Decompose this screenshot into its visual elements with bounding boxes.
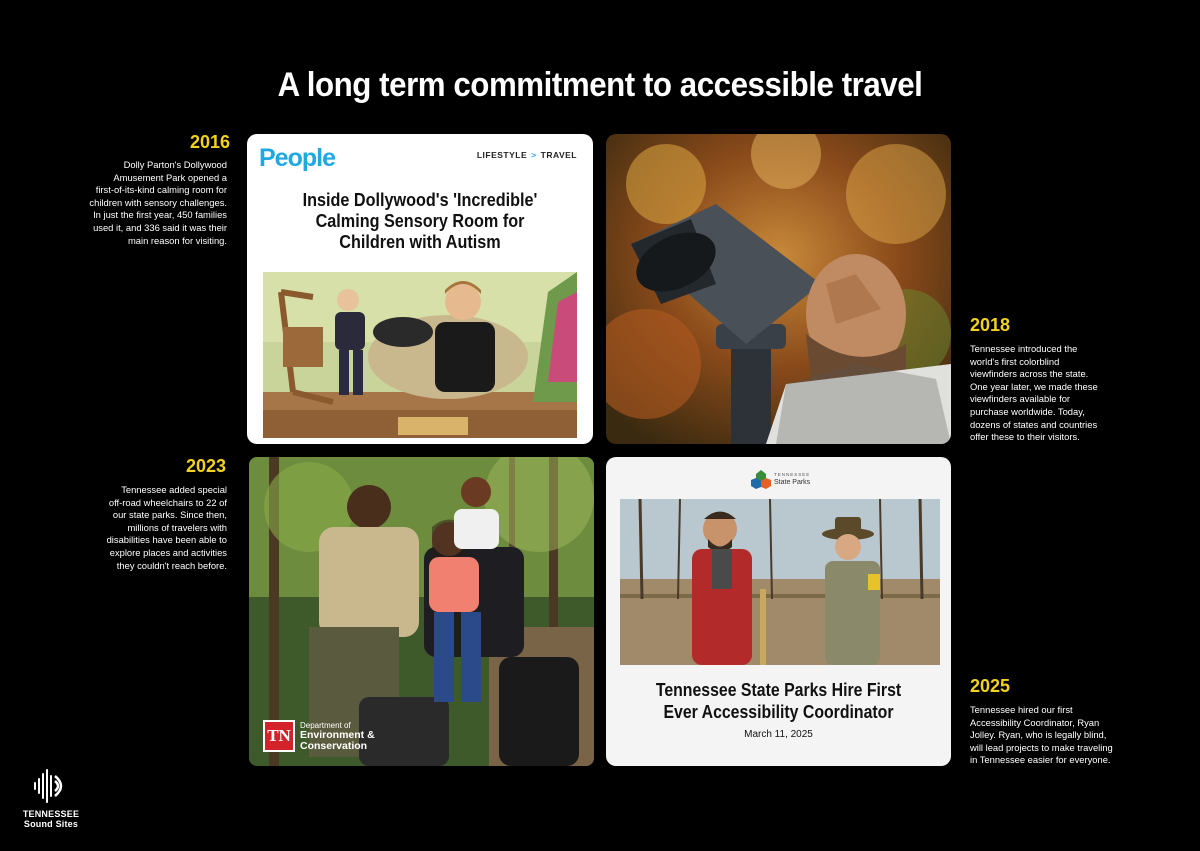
desc-2023: Tennessee added special off-road wheelchairs to 22 of our state parks. Since then, millions of travelers with disabilities have been able to explore places and activities they couldn't reach before.: [106, 484, 227, 571]
tennessee-sound-sites-logo: [18, 768, 84, 829]
coordinator-photo: [620, 499, 940, 665]
chevron-right-icon: >: [531, 150, 537, 160]
tdec-line-3: Conservation: [300, 739, 368, 752]
wheelchair-photo-card: [249, 457, 594, 766]
state-parks-article-card: [606, 457, 951, 766]
tn-logo-icon: TN: [263, 720, 295, 752]
tdec-logo: [263, 720, 375, 752]
year-2016: 2016: [190, 132, 231, 152]
desc-2018: Tennessee introduced the world's first colorblind viewfinders across the state. One year later, we made these viewfinders available for purchase worldwide. Today, dozens of states and countries offer these to their visitors.: [970, 343, 1098, 443]
brand-line-1: TENNESSEE: [22, 809, 80, 819]
tdec-line-1: Department of: [300, 720, 351, 730]
breadcrumb-travel: TRAVEL: [540, 150, 577, 160]
breadcrumb-lifestyle: LIFESTYLE: [476, 150, 528, 160]
breadcrumb: [477, 150, 577, 160]
desc-2025: Tennessee hired our first Accessibility Coordinator, Ryan Jolley. Ryan, who is legally blind, will lead projects to make traveling in Tennessee easier for everyone.: [970, 704, 1113, 766]
article-date: March 11, 2025: [744, 729, 813, 740]
sound-wave-icon: [31, 768, 71, 804]
people-logo: People: [259, 144, 335, 172]
year-2023: 2023: [186, 456, 227, 476]
people-article-card: [247, 134, 593, 444]
viewfinder-photo-card: [606, 134, 951, 444]
viewfinder-photo: [606, 134, 951, 444]
people-headline: Inside Dollywood's 'Incredible' Calming Sensory Room for Children with Autism: [302, 190, 538, 252]
year-2025: 2025: [970, 676, 1011, 696]
state-parks-logo-name: State Parks: [774, 479, 811, 486]
tdec-line-2: Environment &: [300, 728, 375, 741]
page-title: A long term commitment to accessible travel: [277, 66, 923, 104]
year-2018: 2018: [970, 315, 1011, 335]
sensory-room-photo: [263, 272, 577, 438]
state-parks-headline: Tennessee State Parks Hire First Ever Accessibility Coordinator: [655, 680, 902, 722]
state-parks-logo: [751, 469, 810, 489]
brand-line-2: Sound Sites: [23, 819, 79, 829]
state-parks-logo-icon: [751, 469, 771, 489]
desc-2016: Dolly Parton's Dollywood Amusement Park opened a first-of-its-kind calming room for children with sensory challenges. In just the first year, 450 families used it, and 336 said it was their main reason for visiting.: [89, 159, 227, 246]
state-parks-logo-small: TENNESSEE: [774, 472, 811, 477]
